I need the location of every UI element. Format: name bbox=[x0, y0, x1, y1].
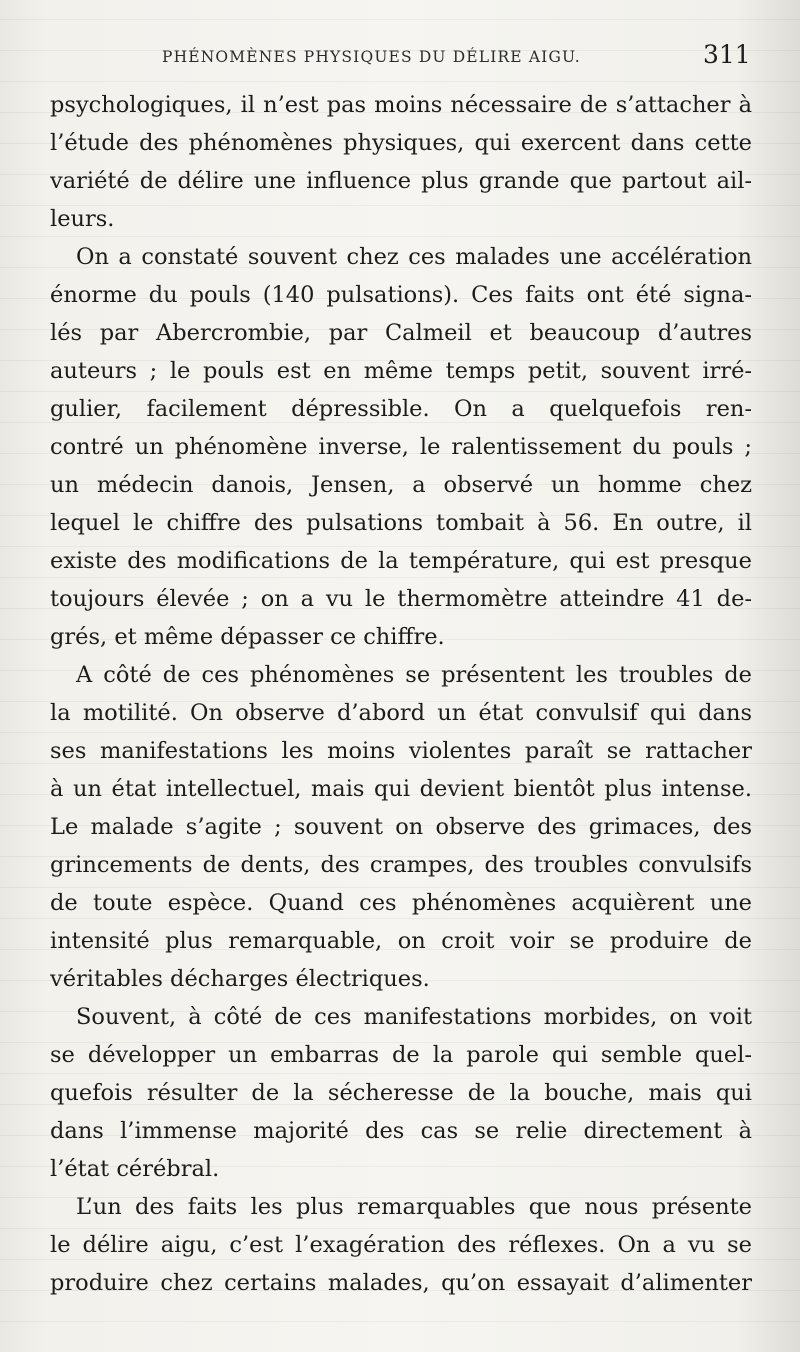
text-line: variété de délire une influence plus grande que partout ail- bbox=[50, 168, 752, 194]
text-line: ses manifestations les moins violentes paraît se rattacher bbox=[50, 738, 752, 764]
text-line: lequel le chiffre des pulsations tombait à 56. En outre, il bbox=[50, 510, 752, 536]
text-line: toujours élevée ; on a vu le thermomètre atteindre 41 de- bbox=[50, 586, 752, 612]
text-line: auteurs ; le pouls est en même temps petit, souvent irré- bbox=[50, 358, 752, 384]
text-line: gulier, facilement dépressible. On a quelquefois ren- bbox=[50, 396, 752, 422]
text-line: énorme du pouls (140 pulsations). Ces faits ont été signa- bbox=[50, 282, 752, 308]
body-text bbox=[50, 86, 752, 1302]
text-line: à un état intellectuel, mais qui devient bientôt plus intense. bbox=[50, 776, 752, 802]
text-line: dans l’immense majorité des cas se relie directement à bbox=[50, 1118, 752, 1144]
text-line: On a constaté souvent chez ces malades une accélération bbox=[76, 244, 752, 270]
text-line: l’état cérébral. bbox=[50, 1156, 220, 1182]
text-line: le délire aigu, c’est l’exagération des réflexes. On a vu se bbox=[50, 1232, 752, 1258]
text-line: la motilité. On observe d’abord un état convulsif qui dans bbox=[50, 700, 752, 726]
text-line: produire chez certains malades, qu’on essayait d’alimenter bbox=[50, 1270, 752, 1296]
text-line: psychologiques, il n’est pas moins nécessaire de s’attacher à bbox=[50, 92, 752, 118]
text-line: A côté de ces phénomènes se présentent les troubles de bbox=[76, 662, 752, 688]
text-line: l’étude des phénomènes physiques, qui exercent dans cette bbox=[50, 130, 752, 156]
text-line: grincements de dents, des crampes, des troubles convulsifs bbox=[50, 852, 752, 878]
page-number: 311 bbox=[703, 40, 751, 69]
text-line: L’un des faits les plus remarquables que nous présente bbox=[76, 1194, 752, 1220]
running-title: PHÉNOMÈNES PHYSIQUES DU DÉLIRE AIGU. bbox=[162, 48, 581, 66]
text-line: Souvent, à côté de ces manifestations morbides, on voit bbox=[76, 1004, 752, 1030]
text-line: un médecin danois, Jensen, a observé un homme chez bbox=[50, 472, 752, 498]
text-line: contré un phénomène inverse, le ralentissement du pouls ; bbox=[50, 434, 752, 460]
text-line: existe des modifications de la température, qui est presque bbox=[50, 548, 752, 574]
text-line: Le malade s’agite ; souvent on observe des grimaces, des bbox=[50, 814, 752, 840]
text-line: lés par Abercrombie, par Calmeil et beaucoup d’autres bbox=[50, 320, 752, 346]
text-line: quefois résulter de la sécheresse de la bouche, mais qui bbox=[50, 1080, 752, 1106]
text-line: se développer un embarras de la parole qui semble quel- bbox=[50, 1042, 752, 1068]
text-line: intensité plus remarquable, on croit voir se produire de bbox=[50, 928, 752, 954]
text-line: de toute espèce. Quand ces phénomènes acquièrent une bbox=[50, 890, 752, 916]
text-line: grés, et même dépasser ce chiffre. bbox=[50, 624, 445, 650]
text-line: véritables décharges électriques. bbox=[50, 966, 430, 992]
text-line: leurs. bbox=[50, 206, 115, 232]
